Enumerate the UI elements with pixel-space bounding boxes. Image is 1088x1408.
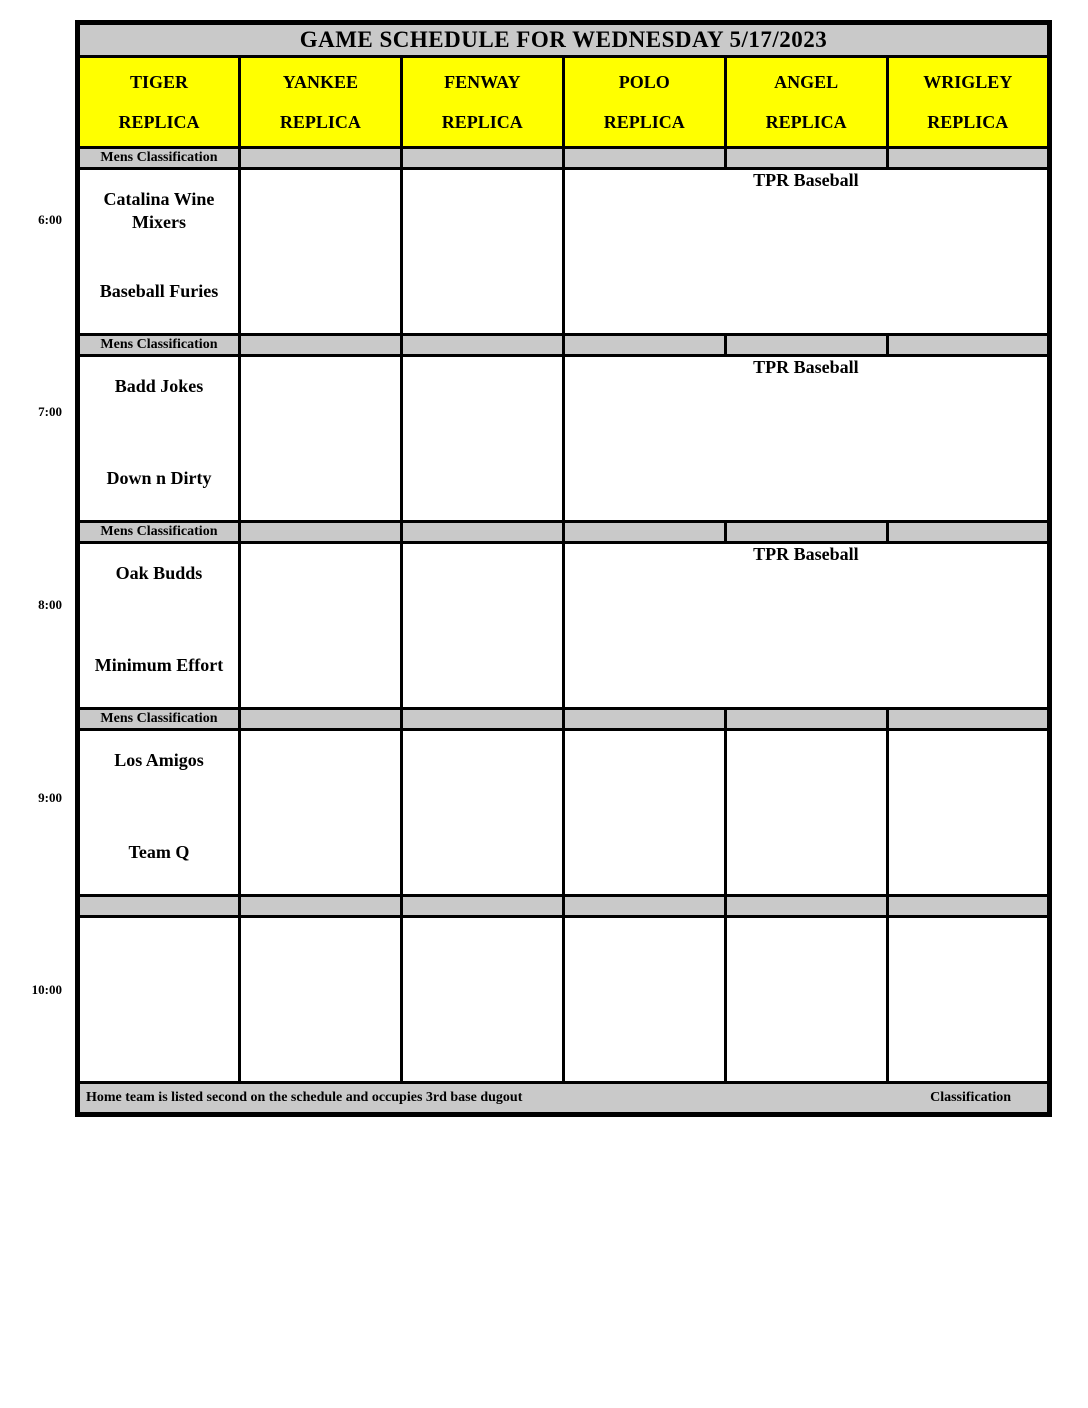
classification-cell-yankee [239,335,401,356]
field-header-row [78,57,1050,148]
home-team: Baseball Furies [99,281,219,301]
classification-cell-polo [563,896,725,917]
time-label-8: 8:00 [38,597,62,612]
game-cell-yankee-9 [239,730,401,896]
classification-cell-yankee [239,896,401,917]
classification-cell-angel [725,709,887,730]
footer-row [78,1083,1050,1115]
field-header-yankee [239,57,401,148]
classification-cell-angel [725,148,887,169]
classification-row-9 [78,709,1050,730]
game-cell-tiger-6 [78,169,240,335]
classification-cell-angel [725,896,887,917]
game-cell-tiger-7 [78,356,240,522]
field-name: TIGER [129,71,188,92]
classification-row-6 [78,148,1050,169]
classification-cell-yankee [239,522,401,543]
classification-cell-wrigley [887,522,1049,543]
field-name: YANKEE [282,71,359,92]
field-name: FENWAY [444,71,521,92]
field-name: ANGEL [774,71,839,92]
game-cell-fenway-6 [401,169,563,335]
field-type: REPLICA [441,111,523,132]
game-cell-angel-10 [725,917,887,1083]
field-header-polo [563,57,725,148]
home-team: Down n Dirty [106,468,212,488]
field-type: REPLICA [279,111,361,132]
classification-row-8 [78,522,1050,543]
footer-note: Home team is listed second on the schedule and occupies 3rd base dugout [86,1090,523,1105]
game-cell-yankee-7 [239,356,401,522]
game-row-9 [78,730,1050,896]
tpr-baseball-block-8: TPR Baseball [563,543,1049,709]
game-cell-polo-10 [563,917,725,1083]
away-team: Oak Budds [115,563,203,583]
away-team: Los Amigos [114,750,204,770]
classification-cell-fenway [401,896,563,917]
game-cell-fenway-9 [401,730,563,896]
field-header-wrigley [887,57,1049,148]
field-type: REPLICA [603,111,685,132]
classification-cell-angel [725,335,887,356]
time-label-10: 10:00 [31,982,62,997]
field-header-angel [725,57,887,148]
field-name: WRIGLEY [923,71,1013,92]
game-cell-tiger-9 [78,730,240,896]
classification-cell-polo [563,522,725,543]
field-type: REPLICA [118,111,200,132]
classification-cell-polo [563,148,725,169]
game-row-6 [78,169,1050,335]
classification-cell-tiger: Mens Classification [78,522,240,543]
game-cell-fenway-8 [401,543,563,709]
classification-cell-tiger: Mens Classification [78,148,240,169]
home-team: Team Q [128,842,190,862]
game-cell-tiger-8 [78,543,240,709]
game-cell-wrigley-10 [887,917,1049,1083]
classification-cell-tiger [78,896,240,917]
field-type: REPLICA [927,111,1009,132]
time-label-9: 9:00 [38,790,62,805]
classification-cell-wrigley [887,896,1049,917]
game-row-8 [78,543,1050,709]
classification-cell-wrigley [887,148,1049,169]
title-row [78,23,1050,57]
game-row-7 [78,356,1050,522]
tpr-baseball-block-6: TPR Baseball [563,169,1049,335]
classification-cell-tiger: Mens Classification [78,709,240,730]
game-schedule-table [75,20,1052,1117]
classification-row-10 [78,896,1050,917]
field-name: POLO [618,71,670,92]
game-cell-wrigley-9 [887,730,1049,896]
classification-cell-fenway [401,709,563,730]
field-header-fenway [401,57,563,148]
game-cell-fenway-7 [401,356,563,522]
classification-cell-fenway [401,148,563,169]
classification-cell-wrigley [887,335,1049,356]
home-team: Minimum Effort [94,655,224,675]
away-team: Badd Jokes [114,376,204,396]
classification-cell-polo [563,709,725,730]
classification-cell-fenway [401,522,563,543]
field-header-tiger [78,57,240,148]
classification-cell-tiger: Mens Classification [78,335,240,356]
game-cell-tiger-10 [78,917,240,1083]
game-row-10 [78,917,1050,1083]
classification-row-7 [78,335,1050,356]
footer-cell [78,1083,1050,1115]
game-cell-fenway-10 [401,917,563,1083]
field-type: REPLICA [765,111,847,132]
classification-cell-yankee [239,709,401,730]
classification-cell-wrigley [887,709,1049,730]
classification-cell-fenway [401,335,563,356]
away-team: Catalina Wine Mixers [103,189,215,232]
game-cell-yankee-6 [239,169,401,335]
game-cell-angel-9 [725,730,887,896]
footer-classification-label: Classification [930,1090,1011,1105]
game-cell-yankee-10 [239,917,401,1083]
game-cell-yankee-8 [239,543,401,709]
time-label-7: 7:00 [38,404,62,419]
schedule-title: GAME SCHEDULE FOR WEDNESDAY 5/17/2023 [78,23,1050,57]
game-cell-polo-9 [563,730,725,896]
classification-cell-angel [725,522,887,543]
tpr-baseball-block-7: TPR Baseball [563,356,1049,522]
time-label-6: 6:00 [38,212,62,227]
classification-cell-polo [563,335,725,356]
classification-cell-yankee [239,148,401,169]
